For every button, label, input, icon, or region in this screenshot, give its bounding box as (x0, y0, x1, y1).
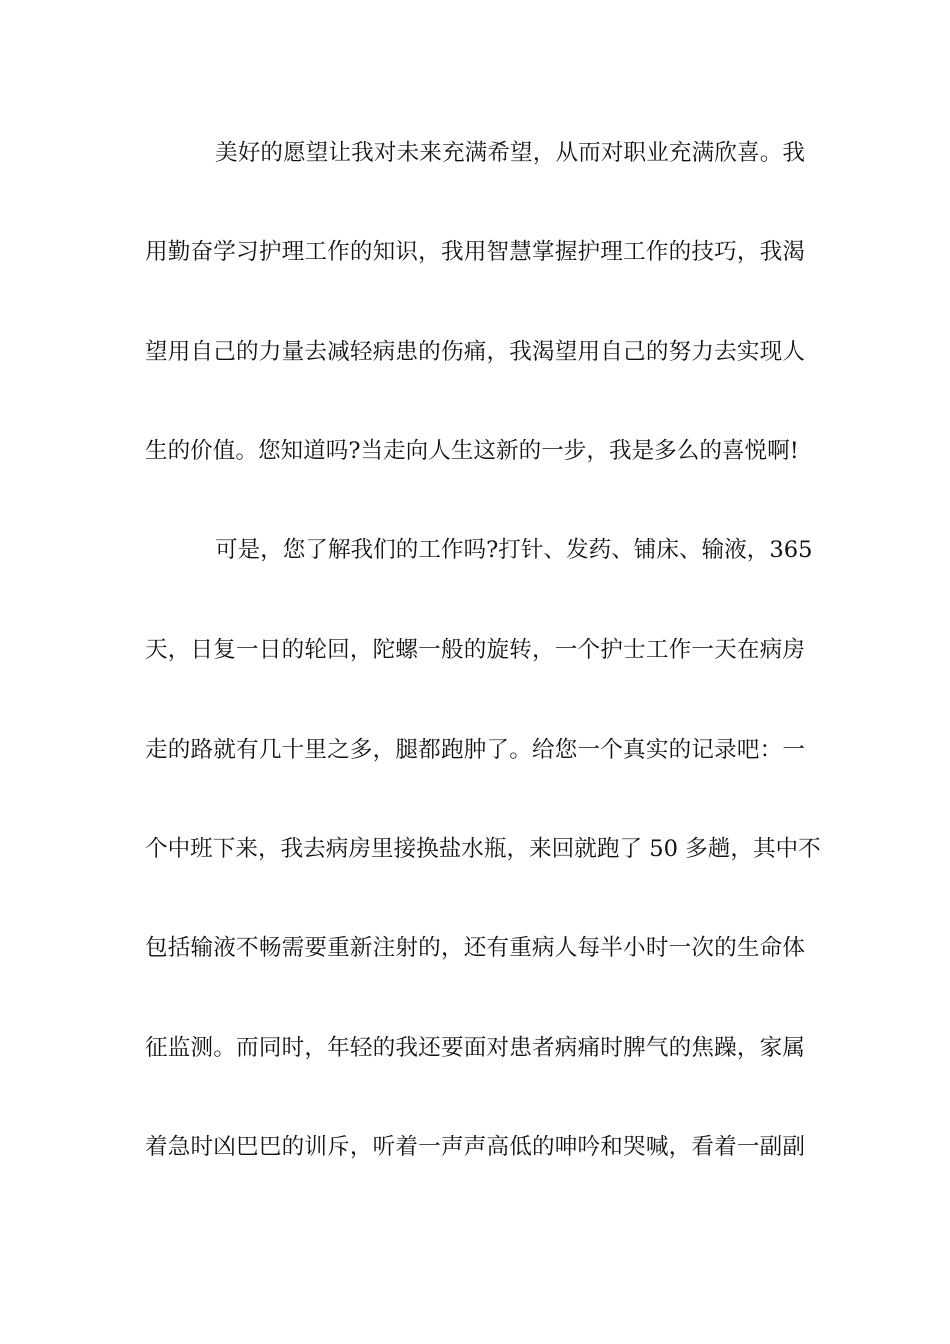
paragraph-1-line-4: 生的价值。您知道吗?当走向人生这新的一步，我是多么的喜悦啊! (145, 438, 799, 464)
paragraph-1-line-1: 美好的愿望让我对未来充满希望，从而对职业充满欣喜。我 (215, 140, 805, 166)
paragraph-2-line-1: 可是，您了解我们的工作吗?打针、发药、铺床、输液，365 (215, 537, 813, 563)
paragraph-2-line-7: 着急时凶巴巴的训斥，听着一声声高低的呻吟和哭喊，看着一副副 (145, 1134, 805, 1160)
paragraph-2-line-5: 包括输液不畅需要重新注射的，还有重病人每半小时一次的生命体 (145, 935, 805, 961)
paragraph-2-line-6: 征监测。而同时，年轻的我还要面对患者病痛时脾气的焦躁，家属 (145, 1035, 805, 1061)
paragraph-1-line-3: 望用自己的力量去减轻病患的伤痛，我渴望用自己的努力去实现人 (145, 339, 805, 365)
paragraph-2-line-2: 天，日复一日的轮回，陀螺一般的旋转，一个护士工作一天在病房 (145, 637, 805, 663)
paragraph-1-line-2: 用勤奋学习护理工作的知识，我用智慧掌握护理工作的技巧，我渴 (145, 239, 805, 265)
paragraph-2-line-3: 走的路就有几十里之多，腿都跑肿了。给您一个真实的记录吧：一 (145, 737, 805, 763)
paragraph-2-line-4: 个中班下来，我去病房里接换盐水瓶，来回就跑了 50 多趟，其中不 (145, 836, 821, 862)
